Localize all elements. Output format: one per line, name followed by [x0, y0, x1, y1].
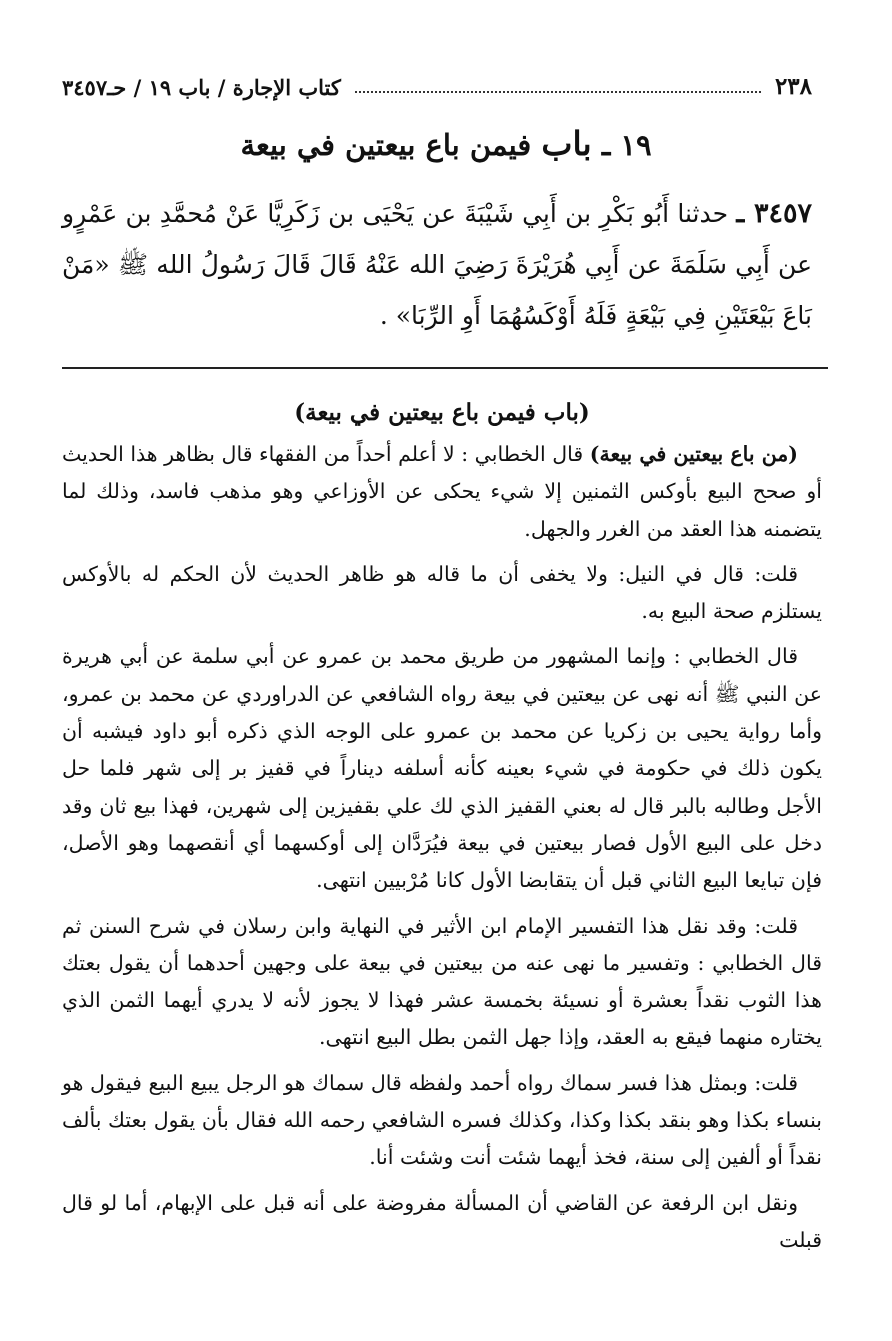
chapter-heading [0, 124, 892, 163]
commentary-paragraph [62, 436, 822, 548]
paragraph-text: قلت: وقد نقل هذا التفسير الإمام ابن الأثير في النهاية وابن رسلان في شرح السنن ثم قال الخطابي : وتفسير ما نهى عنه من بيعتين في بيعة على وجهين أحدهما أن يقول بعتك هذا الثوب نقداً بعشرة أو نسيئة بخمسة عشر فهذا لا يجوز لأنه لا يدري أيهما الثمن الذي يختاره منهما فيقع به العقد، وإذا جهل الثمن بطل البيع انتهى. [62, 913, 822, 1050]
commentary-paragraph [62, 638, 822, 899]
paragraph-text: قلت: وبمثل هذا فسر سماك رواه أحمد ولفظه قال سماك هو الرجل يبيع البيع فيقول هو بنساء بكذا وهو بنقد بكذا وكذا، وكذلك فسره الشافعي رحمه الله فقال بأن يقول بعتك بألف نقداً أو ألفين إلى سنة، فخذ أيهما شئت أنت وشئت أنا. [62, 1070, 822, 1170]
separator-rule [62, 367, 828, 369]
paragraph-text: قال الخطابي : لا أعلم أحداً من الفقهاء قال بظاهر هذا الحديث أو صحح البيع بأوكس الثمنين إلا شيء يحكى عن الأوزاعي وهو مذهب فاسد، وذلك لما يتضمنه هذا العقد من الغرر والجهل. [62, 442, 822, 541]
hadith-text-block [62, 188, 812, 341]
commentary-paragraph [62, 556, 822, 631]
commentary-paragraph [62, 908, 822, 1057]
page-number: ٢٣٨ [774, 73, 812, 100]
paragraph-text: ونقل ابن الرفعة عن القاضي أن المسألة مفروضة على أنه قبل على الإبهام، أما لو قال قبلت [62, 1190, 822, 1252]
paragraph-lead: (من باع بيعتين في بيعة) [589, 442, 798, 466]
running-header [62, 66, 812, 100]
paragraph-text: قال الخطابي : وإنما المشهور من طريق محمد بن عمرو عن أبي سلمة عن أبي هريرة عن النبي ﷺ أنه نهى عن بيعتين في بيعة رواه الشافعي عن الدراوردي عن محمد بن عمرو، وأما رواية يحيى بن زكريا عن محمد بن عمرو على الوجه الذي ذكره أبو داود فيشبه أن يكون ذلك في حكومة في شيء بعينه كأنه أسلفه ديناراً في قفيز بر إلى شهر فلما حل الأجل وطالبه بالبر قال له بعني القفيز الذي لك علي بقفيزين إلى شهرين، فهذا بيع ثان وقد دخل على البيع الأول فصار بيعتين في بيعة فيُرَدَّان إلى أوكسهما أي أنقصهما وهو الأصل، فإن تبايعا البيع الثاني قبل أن يتقابضا الأول كانا مُرْبيين انتهى. [62, 644, 822, 893]
paragraph-text: قلت: قال في النيل: ولا يخفى أن ما قاله هو ظاهر الحديث لأن الحكم له بالأوكس يستلزم صحة البيع به. [62, 561, 822, 624]
chapter-bab-word: باب [541, 124, 592, 163]
commentary-section [62, 394, 822, 1267]
chapter-title: فيمن باع بيعتين في بيعة [240, 128, 532, 162]
hadith-text: حدثنا أَبُو بَكْرِ بن أَبِي شَيْبَةَ عن يَحْيَى بن زَكَرِيَّا عَنْ مُحمَّدِ بن عَمْرٍو عن أَبِي سَلَمَةَ عن أَبِي هُرَيْرَةَ رَضِيَ الله عَنْهُ قَالَ قَالَ رَسُولُ الله ﷺ «مَنْ بَاعَ بَيْعَتَيْنِ فِي بَيْعَةٍ فَلَهُ أَوْكَسُهُمَا أَوِ الرِّبَا» . [62, 199, 812, 330]
running-title: كتاب الإجارة / باب ١٩ / حـ٣٤٥٧ [62, 75, 341, 100]
commentary-paragraph [62, 1065, 822, 1177]
hadith-number: ٣٤٥٧ ـ [736, 198, 812, 229]
header-dot-leader [355, 91, 761, 93]
chapter-number: ١٩ ـ [601, 128, 652, 162]
commentary-paragraph [62, 1185, 822, 1260]
commentary-title: (باب فيمن باع بيعتين في بيعة) [294, 399, 590, 426]
